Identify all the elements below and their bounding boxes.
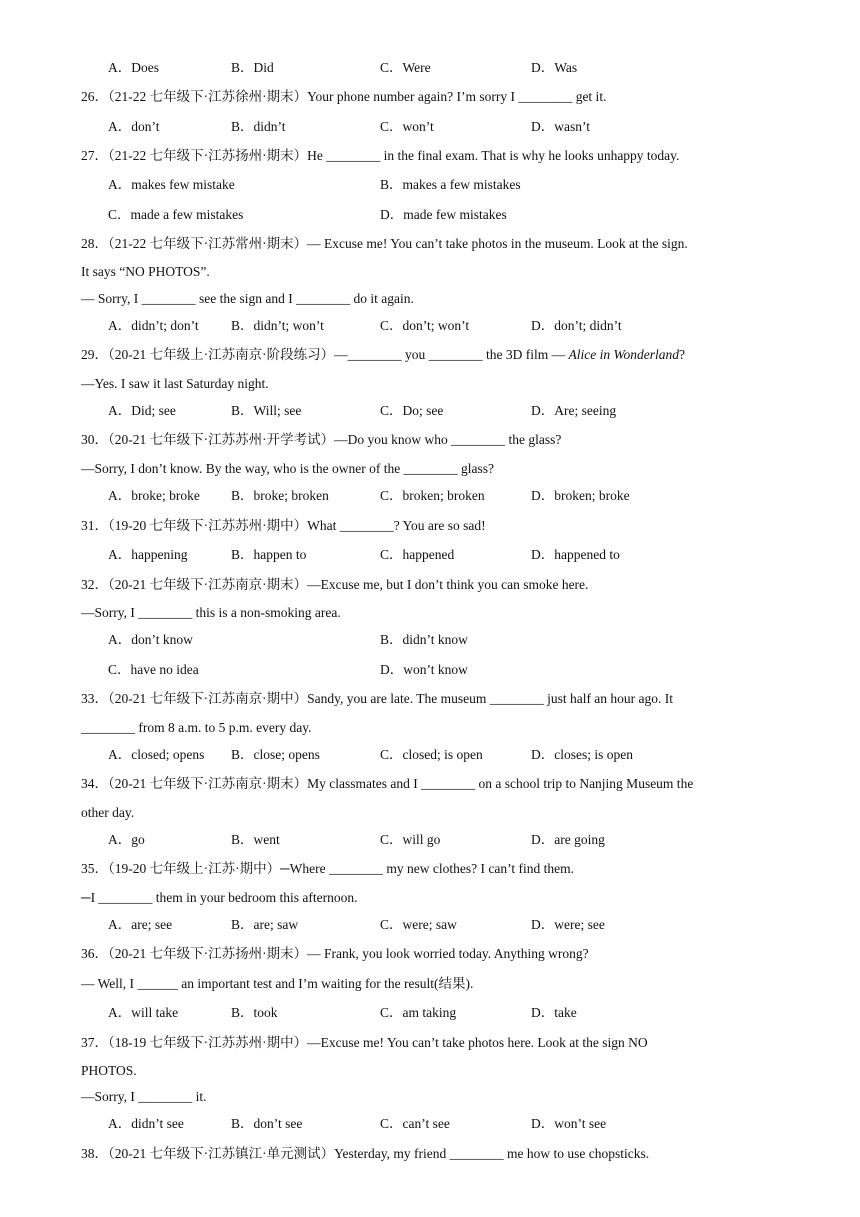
option-b: B．didn’t — [231, 119, 286, 134]
option-d: D．were; see — [531, 917, 605, 932]
option-d: D．closes; is open — [531, 747, 633, 762]
option-c: C．Were — [380, 60, 431, 75]
question-text: 34．（20-21 七年级下·江苏南京·期末）My classmates and I ________ on a school trip to Nanjing Museum the — [81, 776, 694, 791]
option-b: B．don’t see — [231, 1116, 303, 1131]
question-text: 27．（21-22 七年级下·江苏扬州·期末）He ________ in the final exam. That is why he looks unhappy today. — [81, 148, 680, 163]
option-a: A．didn’t see — [108, 1116, 184, 1131]
option-c: C．am taking — [380, 1005, 457, 1020]
option-a: A．Did; see — [108, 403, 176, 418]
option-b: B．took — [231, 1005, 278, 1020]
option-c: C．were; saw — [380, 917, 457, 932]
option-c: C．closed; is open — [380, 747, 483, 762]
question-text: 30．（20-21 七年级下·江苏苏州·开学考试）—Do you know who ________ the glass? — [81, 432, 562, 447]
question-text-cont: other day. — [81, 805, 135, 820]
option-d: D．wasn’t — [531, 119, 590, 134]
question-dialogue: — Well, I ______ an important test and I’m waiting for the result(结果). — [81, 976, 474, 991]
option-d: D．won’t see — [531, 1116, 607, 1131]
option-b: B．close; opens — [231, 747, 320, 762]
option-b: B．Will; see — [231, 403, 302, 418]
question-text: 33．（20-21 七年级下·江苏南京·期中）Sandy, you are late. The museum ________ just half an hour ago. It — [81, 691, 674, 706]
option-c: C．Do; see — [380, 403, 444, 418]
option-b: B．broke; broken — [231, 488, 329, 503]
question-text: 38．（20-21 七年级下·江苏镇江·单元测试）Yesterday, my friend ________ me how to use chopsticks. — [81, 1146, 650, 1161]
option-d: D．won’t know — [380, 662, 468, 677]
option-a: A．don’t — [108, 119, 160, 134]
option-a: A．Does — [108, 60, 159, 75]
question-text: 31．（19-20 七年级下·江苏苏州·期中）What ________? You are so sad! — [81, 518, 486, 533]
question-text: 26．（21-22 七年级下·江苏徐州·期末）Your phone number again? I’m sorry I ________ get it. — [81, 89, 607, 104]
question-text: 28．（21-22 七年级下·江苏常州·期末）— Excuse me! You can’t take photos in the museum. Look at the sign. — [81, 236, 688, 251]
option-b: B．didn’t know — [380, 632, 468, 647]
option-d: D．Are; seeing — [531, 403, 617, 418]
question-text — [81, 346, 685, 364]
option-a: A．will take — [108, 1005, 179, 1020]
option-a: A．broke; broke — [108, 488, 200, 503]
option-d: D．are going — [531, 832, 605, 847]
option-b: B．happen to — [231, 547, 307, 562]
option-c: C．happened — [380, 547, 455, 562]
option-a: A．makes few mistake — [108, 177, 235, 192]
option-a: A．closed; opens — [108, 747, 205, 762]
question-dialogue: —Yes. I saw it last Saturday night. — [81, 376, 269, 391]
option-a: A．don’t know — [108, 632, 193, 647]
question-dialogue: ─I ________ them in your bedroom this afternoon. — [81, 890, 358, 905]
question-text: 35．（19-20 七年级上·江苏·期中）─Where ________ my new clothes? I can’t find them. — [81, 861, 574, 876]
option-d: D．don’t; didn’t — [531, 318, 622, 333]
option-b: B．went — [231, 832, 280, 847]
question-dialogue: — Sorry, I ________ see the sign and I ________ do it again. — [81, 291, 414, 306]
option-c: C．can’t see — [380, 1116, 450, 1131]
option-b: B．makes a few mistakes — [380, 177, 521, 192]
question-text-pre: 29．（20-21 七年级上·江苏南京·阶段练习）—________ you ________ the 3D film — — [81, 347, 569, 362]
option-c: C．have no idea — [108, 662, 199, 677]
question-text-cont: ________ from 8 a.m. to 5 p.m. every day. — [81, 720, 312, 735]
question-text-post: ? — [678, 347, 685, 362]
question-text-cont: PHOTOS. — [81, 1063, 137, 1078]
question-text: 37．（18-19 七年级下·江苏苏州·期中）—Excuse me! You can’t take photos here. Look at the sign NO — [81, 1035, 648, 1050]
question-text-cont: It says “NO PHOTOS”. — [81, 264, 210, 279]
question-text: 36．（20-21 七年级下·江苏扬州·期末）— Frank, you look worried today. Anything wrong? — [81, 946, 589, 961]
question-dialogue: —Sorry, I don’t know. By the way, who is the owner of the ________ glass? — [81, 461, 494, 476]
option-d: D．made few mistakes — [380, 207, 507, 222]
option-d: D．Was — [531, 60, 578, 75]
option-b: B．are; saw — [231, 917, 299, 932]
option-c: C．made a few mistakes — [108, 207, 244, 222]
question-dialogue: —Sorry, I ________ it. — [81, 1089, 207, 1104]
option-d: D．happened to — [531, 547, 620, 562]
option-a: A．didn’t; don’t — [108, 318, 199, 333]
option-c: C．will go — [380, 832, 441, 847]
option-d: D．take — [531, 1005, 577, 1020]
option-c: C．don’t; won’t — [380, 318, 470, 333]
question-text: 32．（20-21 七年级下·江苏南京·期末）—Excuse me, but I don’t think you can smoke here. — [81, 577, 589, 592]
option-c: C．won’t — [380, 119, 434, 134]
option-a: A．go — [108, 832, 145, 847]
option-c: C．broken; broken — [380, 488, 485, 503]
option-a: A．happening — [108, 547, 188, 562]
option-b: B．Did — [231, 60, 274, 75]
option-d: D．broken; broke — [531, 488, 630, 503]
option-a: A．are; see — [108, 917, 173, 932]
option-b: B．didn’t; won’t — [231, 318, 324, 333]
question-dialogue: —Sorry, I ________ this is a non-smoking area. — [81, 605, 341, 620]
film-title: Alice in Wonderland — [568, 347, 679, 362]
